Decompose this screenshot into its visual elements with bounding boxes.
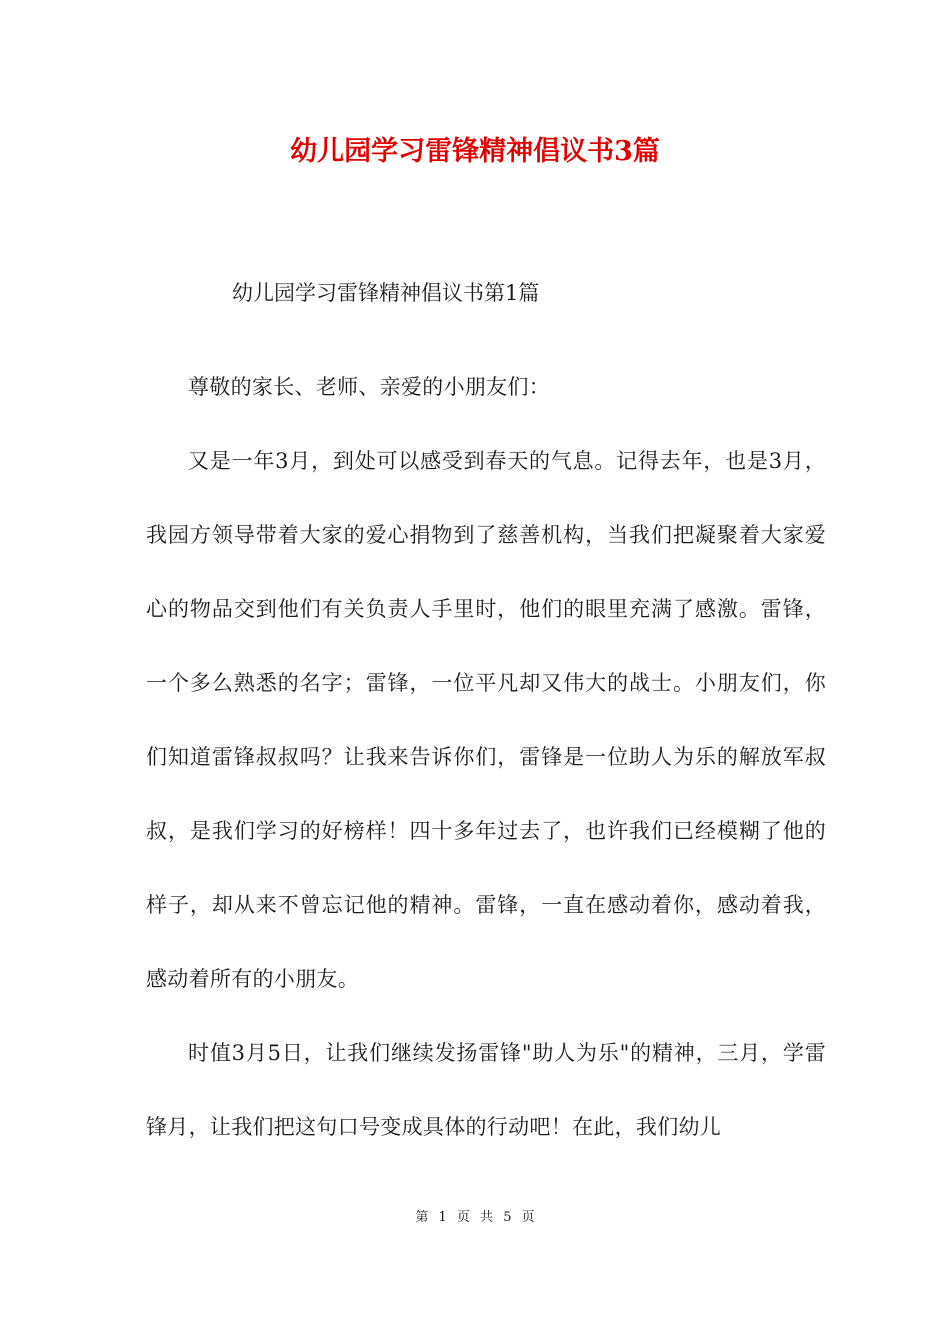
paragraph-salutation: 尊敬的家长、老师、亲爱的小朋友们： — [188, 375, 551, 399]
section-heading: 幼儿园学习雷锋精神倡议书第1篇 — [232, 281, 540, 305]
document-title: 幼儿园学习雷锋精神倡议书3篇 — [290, 136, 660, 167]
paragraph-body-1: 又是一年3月，到处可以感受到春天的气息。记得去年，也是3月，我园方领导带着大家的爱心捐物到了慈善机构，当我们把凝聚着大家爱心的物品交到他们有关负责人手里时，他们的眼里充满了感激。雷锋，一个多么熟悉的名字；雷锋，一位平凡却又伟大的战士。小朋友们，你们知道雷锋叔叔吗？让我来告诉你们，雷锋是一位助人为乐的解放军叔叔，是我们学习的好榜样！四十多年过去了，也许我们已经模糊了他的样子，却从来不曾忘记他的精神。雷锋，一直在感动着你，感动着我，感动着所有的小朋友。 — [146, 449, 826, 991]
document-body — [146, 350, 826, 1164]
paragraph-body-2: 时值3月5日，让我们继续发扬雷锋"助人为乐"的精神，三月，学雷锋月，让我们把这句口号变成具体的行动吧！在此，我们幼儿 — [146, 1041, 826, 1139]
page-number-footer: 第 1 页 共 5 页 — [415, 1210, 535, 1225]
